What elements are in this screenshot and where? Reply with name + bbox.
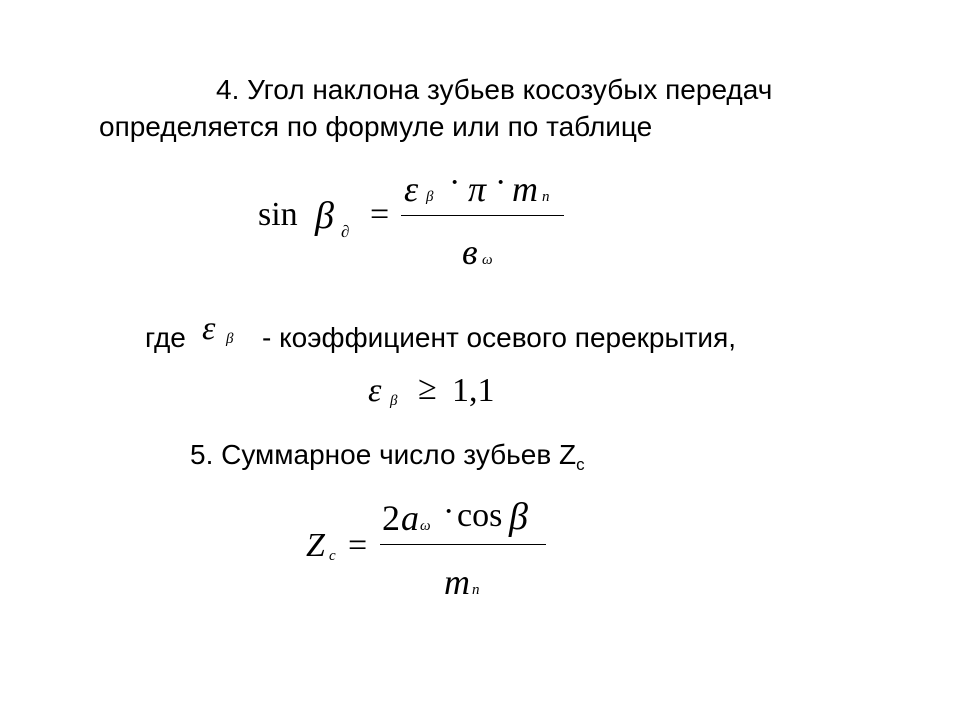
- module-subscript: n: [542, 189, 550, 205]
- fraction-line: [401, 215, 564, 216]
- epsilon-symbol: ε: [202, 310, 216, 347]
- epsilon-symbol: ε: [368, 372, 382, 409]
- condition-value: 1,1: [452, 372, 495, 409]
- equals-sign: =: [370, 196, 390, 233]
- epsilon-symbol: ε: [404, 169, 419, 209]
- epsilon-subscript: β: [426, 189, 434, 205]
- item-4-line-1: 4. Угол наклона зубьев косозубых передач: [216, 74, 773, 105]
- multiply-dot: ·: [443, 493, 455, 530]
- item-5-heading: [190, 439, 585, 474]
- module-symbol: m: [444, 562, 470, 602]
- multiply-dot: ·: [449, 164, 461, 201]
- center-distance-subscript: ω: [420, 518, 431, 534]
- beta-symbol: β: [315, 195, 334, 237]
- z-subscript: c: [329, 548, 336, 564]
- z-symbol: Z: [306, 527, 325, 564]
- equals-sign: =: [348, 527, 368, 564]
- where-word: где: [145, 322, 186, 353]
- module-symbol: m: [512, 169, 538, 209]
- cos-function: cos: [457, 497, 503, 534]
- coefficient-two: 2: [382, 498, 400, 538]
- beta-symbol: β: [509, 496, 528, 538]
- multiply-dot: ·: [495, 164, 507, 201]
- item-5-text: 5. Суммарное число зубьев Z: [190, 439, 577, 470]
- width-symbol: в: [462, 232, 478, 272]
- width-subscript: ω: [482, 252, 493, 268]
- definition-text: - коэффициент осевого перекрытия,: [262, 322, 737, 353]
- module-subscript: n: [472, 582, 480, 598]
- pi-symbol: π: [468, 169, 487, 209]
- center-distance-symbol: a: [401, 498, 419, 538]
- fraction-line: [380, 544, 546, 545]
- greater-equal-sign: ≥: [418, 370, 437, 407]
- beta-subscript: ∂: [341, 222, 350, 241]
- item-5-subscript: c: [576, 455, 585, 474]
- epsilon-subscript: β: [226, 331, 234, 347]
- item-4-line-2: определяется по формуле или по таблице: [99, 111, 653, 142]
- epsilon-subscript: β: [390, 393, 398, 409]
- sin-function: sin: [258, 196, 298, 233]
